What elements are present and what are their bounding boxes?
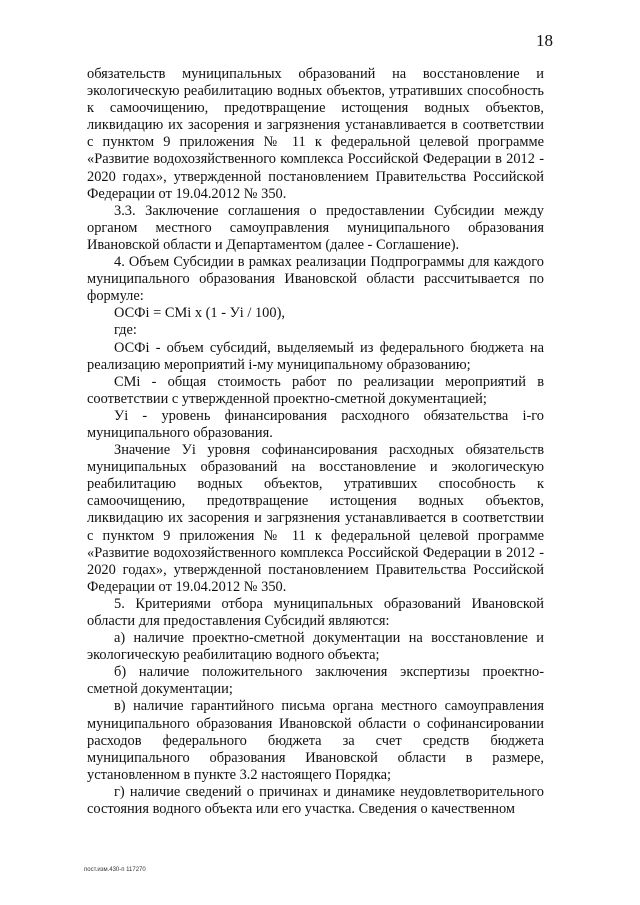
paragraph-3-3: 3.3. Заключение соглашения о предоставлении Субсидии между органом местного самоуправления муниципального образования Ивановской области и Департаментом (далее - Соглашение). bbox=[87, 202, 544, 253]
definition-osfi: ОСФі - объем субсидий, выделяемый из федерального бюджета на реализацию мероприятий і-му муниципальному образованию; bbox=[87, 339, 544, 373]
formula-where: где: bbox=[114, 322, 137, 339]
page-number: 18 bbox=[536, 31, 553, 50]
criterion-b: б) наличие положительного заключения экспертизы проектно-сметной документации; bbox=[87, 664, 544, 698]
definition-smi: СМі - общая стоимость работ по реализации мероприятий в соответствии с утвержденной проектно-сметной документацией; bbox=[87, 373, 544, 407]
paragraph-continuation: обязательств муниципальных образований на восстановление и экологическую реабилитацию водных объектов, утративших способность к самоочищению, предотвращение истощения водных объектов, ликвидацию их засорения и загрязнения устанавливается в соответствии с пунктом 9 приложения № 11 к федеральной целевой программе «Развитие водохозяйственного комплекса Российской Федерации в 2012 - 2020 годах», утвержденной постановлением Правительства Российской Федерации от 19.04.2012 № 350. bbox=[87, 66, 544, 202]
footer-code: пост.изм.430-п 117270 bbox=[84, 867, 146, 873]
paragraph-4: 4. Объем Субсидии в рамках реализации Подпрограммы для каждого муниципального образования Ивановской области рассчитывается по формуле: bbox=[87, 254, 544, 305]
paragraph-5: 5. Критериями отбора муниципальных образований Ивановской области для предоставления Субсидий являются: bbox=[87, 595, 544, 629]
criterion-g: г) наличие сведений о причинах и динамике неудовлетворительного состояния водного объекта или его участка. Сведения о качественном bbox=[87, 783, 544, 818]
formula: ОСФі = СМі х (1 - Уі / 100), bbox=[114, 305, 285, 322]
criterion-a: а) наличие проектно-сметной документации на восстановление и экологическую реабилитацию водного объекта; bbox=[87, 630, 544, 664]
document-body bbox=[87, 66, 544, 818]
criterion-v: в) наличие гарантийного письма органа местного самоуправления муниципального образования Ивановской области о софинансировании расходов федерального бюджета за счет средств бюджета муниципального образования Ивановской области в размере, установленном в пункте 3.2 настоящего Порядка; bbox=[87, 698, 544, 783]
paragraph-yi-value: Значение Уі уровня софинансирования расходных обязательств муниципальных образований на восстановление и экологическую реабилитацию водных объектов, утративших способность к самоочищению, предотвращение истощения водных объектов, ликвидацию их засорения и загрязнения устанавливается в соответствии с пунктом 9 приложения № 11 к федеральной целевой программе «Развитие водохозяйственного комплекса Российской Федерации в 2012 - 2020 годах», утвержденной постановлением Правительства Российской Федерации от 19.04.2012 № 350. bbox=[87, 442, 544, 595]
definition-yi: Уі - уровень финансирования расходного обязательства і-го муниципального образования. bbox=[87, 407, 544, 441]
